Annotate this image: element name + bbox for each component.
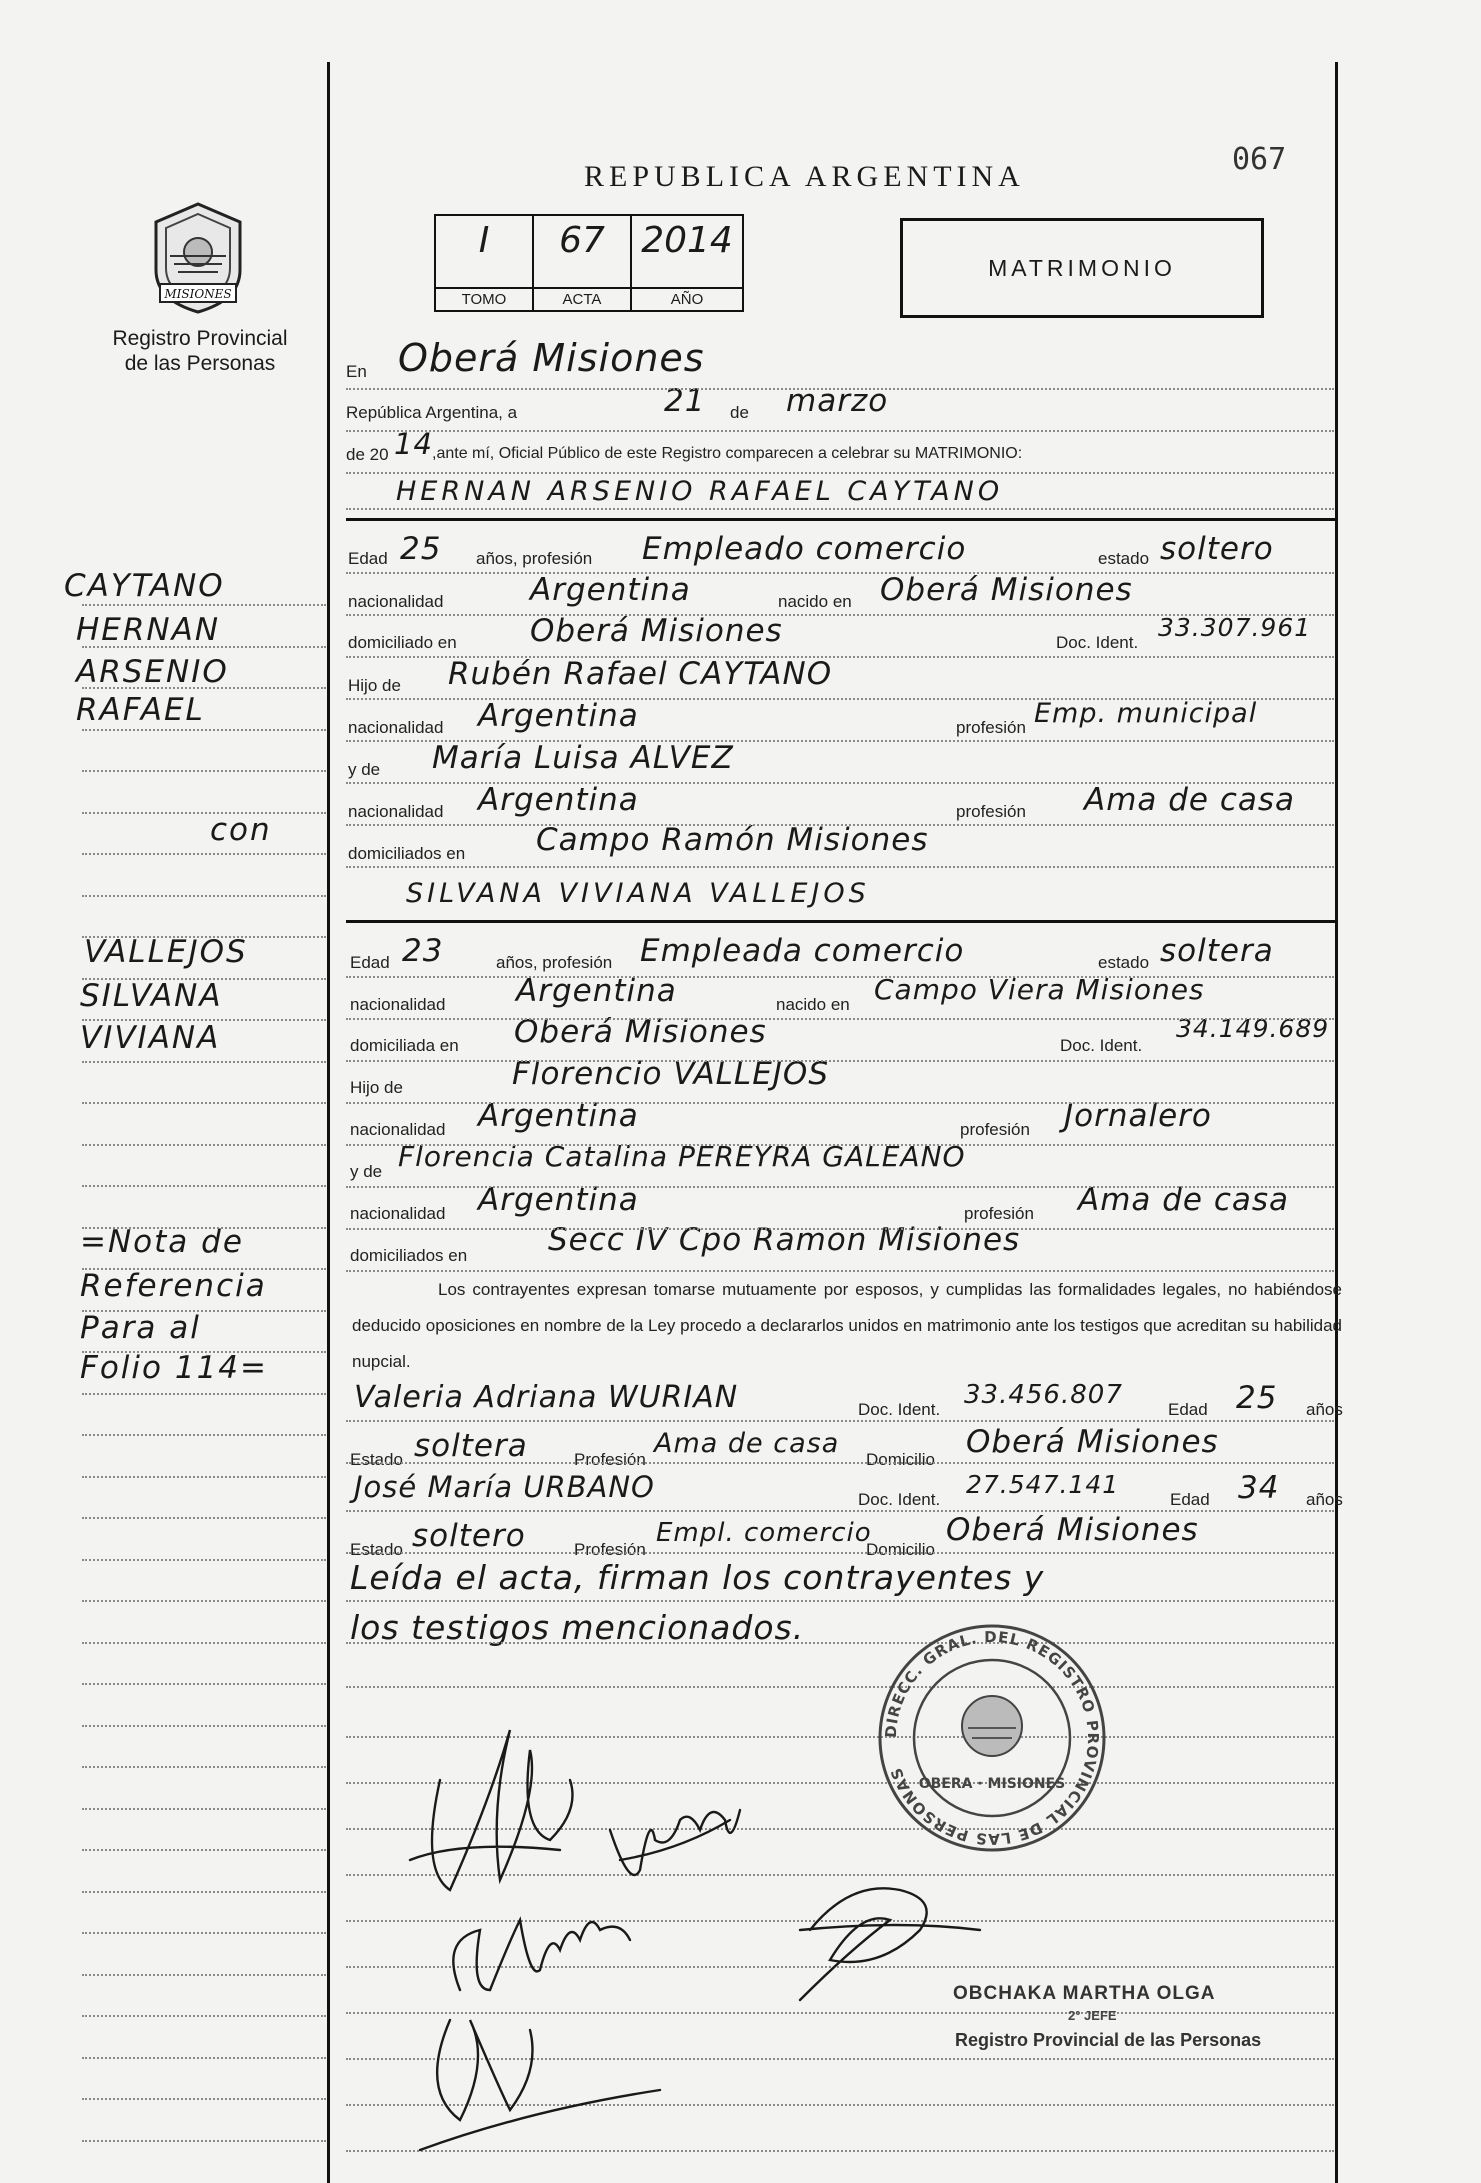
groom-nacido: Oberá Misiones: [880, 572, 1133, 608]
margin-rule-line: [82, 853, 326, 855]
margin-rule-line: [82, 1974, 326, 1976]
ano-label: AÑO: [632, 287, 742, 308]
main-rule-line: [346, 1600, 1334, 1602]
bride-hijo-label: Hijo de: [350, 1078, 403, 1097]
witness2-estado: soltero: [412, 1518, 526, 1554]
bride-madre: Florencia Catalina PEREYRA GALEANO: [398, 1140, 966, 1173]
witness1-estado-label: Estado: [350, 1450, 403, 1469]
margin-rule-line: [82, 1102, 326, 1104]
margin-rule-line: [82, 687, 326, 689]
groom-hijo-label: Hijo de: [348, 676, 401, 695]
bride-nacionalidad-label: nacionalidad: [350, 995, 446, 1014]
groom-nacionalidad-label: nacionalidad: [348, 592, 444, 611]
officer-name: OBCHAKA MARTHA OLGA: [953, 1983, 1216, 2004]
registry-line2: de las Personas: [124, 352, 276, 375]
tomo-value: I: [478, 220, 490, 261]
main-rule-line: [346, 1228, 1334, 1230]
margin-rule-line: [82, 2140, 326, 2142]
witness2-doc-label: Doc. Ident.: [858, 1490, 941, 1509]
right-frame-line: [1335, 62, 1338, 2183]
bride-anos-profesion-label: años, profesión: [496, 953, 613, 972]
ano-cell: [632, 216, 742, 310]
bride-padre-nac-label: nacionalidad: [350, 1120, 446, 1139]
main-rule-line: [346, 388, 1334, 390]
witness1-doc: 33.456.807: [964, 1380, 1123, 1410]
page-title: REPUBLICA ARGENTINA: [584, 160, 1025, 193]
main-rule-line: [346, 572, 1334, 574]
margin-rule-line: [82, 1808, 326, 1810]
groom-padre-prof: Emp. municipal: [1034, 698, 1258, 729]
main-rule-line: [346, 1270, 1334, 1272]
bride-padres-dom: Secc IV Cpo Ramon Misiones: [548, 1222, 1021, 1258]
en-label: En: [346, 362, 367, 381]
margin-rule-line: [82, 1600, 326, 1602]
groom-doc: 33.307.961: [1158, 613, 1312, 642]
tomo-cell: [436, 216, 534, 310]
republica-label: República Argentina, a: [346, 403, 518, 422]
main-rule-line: [346, 1102, 1334, 1104]
officer-registry: Registro Provincial de las Personas: [955, 2030, 1262, 2050]
margin-groom-line-3: ARSENIO: [76, 654, 229, 690]
margin-rule-line: [82, 1725, 326, 1727]
margin-bride-line-1: VALLEJOS: [84, 934, 248, 970]
main-rule-line: [346, 508, 1334, 510]
witness1-doc-label: Doc. Ident.: [858, 1400, 941, 1419]
margin-rule-line: [82, 1351, 326, 1353]
main-rule-line: [346, 656, 1334, 658]
main-rule-line: [346, 1018, 1334, 1020]
left-frame-line: [327, 62, 330, 2183]
bride-nacionalidad: Argentina: [516, 973, 677, 1009]
main-rule-line: [346, 1686, 1334, 1688]
margin-rule-line: [82, 770, 326, 772]
groom-padres-dom-label: domiciliados en: [348, 844, 466, 863]
bride-padre: Florencio VALLEJOS: [512, 1056, 830, 1092]
main-rule-line: [346, 1144, 1334, 1146]
witness1-profesion-label: Profesión: [574, 1450, 646, 1469]
bride-yde-label: y de: [350, 1162, 383, 1181]
margin-rule-line: [82, 1310, 326, 1312]
bride-signature: [610, 1810, 740, 1875]
registry-line1: Registro Provincial: [112, 327, 288, 350]
margin-rule-line: [82, 1393, 326, 1395]
margin-rule-line: [82, 812, 326, 814]
groom-anos-profesion-label: años, profesión: [476, 549, 593, 568]
intro-place: Oberá Misiones: [398, 336, 705, 380]
record-number-box: [434, 214, 744, 312]
margin-rule-line: [82, 646, 326, 648]
main-rule-line: [346, 1642, 1334, 1644]
year-prefix: de 20: [346, 445, 389, 464]
margin-rule-line: [82, 1144, 326, 1146]
bride-nacido-label: nacido en: [776, 995, 850, 1014]
groom-full-name: HERNAN ARSENIO RAFAEL CAYTANO: [396, 476, 1004, 507]
margin-rule-line: [82, 2057, 326, 2059]
witness1-edad: 25: [1236, 1380, 1278, 1416]
witness2-domicilio-label: Domicilio: [866, 1540, 935, 1559]
main-rule-line: [346, 1510, 1334, 1512]
bride-padres-dom-label: domiciliados en: [350, 1246, 468, 1265]
witness1-domicilio-label: Domicilio: [866, 1450, 935, 1469]
margin-con: con: [210, 812, 272, 848]
groom-edad-label: Edad: [348, 549, 388, 568]
margin-rule-line: [82, 1227, 326, 1229]
main-rule-line: [346, 1420, 1334, 1422]
margin-rule-line: [82, 2098, 326, 2100]
margin-rule-line: [82, 1476, 326, 1478]
tomo-label: TOMO: [436, 287, 532, 308]
main-rule-line: [346, 698, 1334, 700]
groom-separator: [346, 518, 1336, 521]
groom-yde-label: y de: [348, 760, 381, 779]
groom-profesion: Empleado comercio: [642, 531, 967, 567]
bride-edad-label: Edad: [350, 953, 390, 972]
official-stamp: [872, 1618, 1112, 1858]
margin-groom-line-1: CAYTANO: [64, 568, 225, 604]
logo-text: MISIONES: [164, 287, 232, 301]
witness2-anos-label: años: [1306, 1490, 1343, 1509]
witness2-signature: [420, 2020, 660, 2150]
de-label: de: [730, 403, 749, 422]
margin-rule-line: [82, 1061, 326, 1063]
margin-rule-line: [82, 729, 326, 731]
bride-full-name: SILVANA VIVIANA VALLEJOS: [406, 878, 870, 909]
main-rule-line: [346, 740, 1334, 742]
intro-day: 21: [664, 383, 706, 419]
main-rule-line: [346, 1186, 1334, 1188]
margin-rule-line: [82, 1849, 326, 1851]
witness2-estado-label: Estado: [350, 1540, 403, 1559]
main-rule-line: [346, 824, 1334, 826]
margin-bride-line-2: SILVANA: [80, 978, 223, 1014]
province-seal-logo: [146, 200, 250, 316]
groom-doc-label: Doc. Ident.: [1056, 633, 1139, 652]
groom-edad: 25: [400, 531, 442, 567]
margin-groom-line-2: HERNAN: [76, 612, 221, 648]
main-rule-line: [346, 1552, 1334, 1554]
declaration-text: Los contrayentes expresan tomarse mutuamente por esposos, y cumplidas las formalidades legales, no habiéndose deducido oposiciones en nombre de la Ley procedo a declararlos unidos en matrimonio ante los testigos que acreditan su habilidad nupcial.: [352, 1280, 1342, 1371]
main-rule-line: [346, 976, 1334, 978]
document-type-box: [900, 218, 1264, 318]
groom-madre-prof: Ama de casa: [1084, 782, 1296, 818]
witness1-estado: soltera: [414, 1428, 528, 1464]
ano-value: 2014: [641, 220, 733, 261]
margin-note-line-4: Folio 114=: [80, 1350, 268, 1386]
main-rule-line: [346, 430, 1334, 432]
bride-padre-prof: Jornalero: [1064, 1098, 1212, 1134]
groom-madre-nac: Argentina: [478, 782, 639, 818]
bride-doc: 34.149.689: [1176, 1014, 1330, 1043]
witness2-name: José María URBANO: [354, 1470, 655, 1504]
groom-padre-prof-label: profesión: [956, 718, 1026, 737]
margin-groom-line-4: RAFAEL: [76, 692, 205, 728]
bride-estado-label: estado: [1098, 953, 1150, 972]
bride-separator: [346, 920, 1336, 923]
acta-value: 67: [559, 220, 605, 261]
bride-madre-prof: Ama de casa: [1078, 1182, 1290, 1218]
margin-rule-line: [82, 1932, 326, 1934]
witness1-anos-label: años: [1306, 1400, 1343, 1419]
witness2-domicilio: Oberá Misiones: [946, 1512, 1199, 1548]
witness2-edad-label: Edad: [1170, 1490, 1210, 1509]
witness1-domicilio: Oberá Misiones: [966, 1424, 1219, 1460]
groom-madre: María Luisa ALVEZ: [432, 740, 734, 776]
witness1-edad-label: Edad: [1168, 1400, 1208, 1419]
year-suffix: 14: [394, 427, 433, 461]
bride-domicilio: Oberá Misiones: [514, 1014, 767, 1050]
page-number: 067: [1232, 142, 1287, 177]
margin-rule-line: [82, 1891, 326, 1893]
groom-nacionalidad: Argentina: [530, 572, 691, 608]
witness1-name: Valeria Adriana WURIAN: [354, 1380, 739, 1415]
main-rule-line: [346, 1462, 1334, 1464]
bride-padre-prof-label: profesión: [960, 1120, 1030, 1139]
bride-profesion: Empleada comercio: [640, 933, 965, 969]
bride-madre-nac-label: nacionalidad: [350, 1204, 446, 1223]
bride-nacido: Campo Viera Misiones: [874, 973, 1205, 1006]
stamp-inner-text: OBERA · MISIONES: [918, 1776, 1066, 1792]
closing-line-2: los testigos mencionados.: [350, 1608, 805, 1647]
margin-rule-line: [82, 1559, 326, 1561]
witness2-profesion: Empl. comercio: [656, 1518, 872, 1548]
groom-padre: Rubén Rafael CAYTANO: [448, 656, 833, 692]
intro-month: marzo: [786, 383, 889, 419]
margin-rule-line: [82, 1642, 326, 1644]
acta-cell: [534, 216, 632, 310]
margin-rule-line: [82, 1683, 326, 1685]
groom-nacido-label: nacido en: [778, 592, 852, 611]
groom-domiciliado-label: domiciliado en: [348, 633, 457, 652]
groom-domicilio: Oberá Misiones: [530, 613, 783, 649]
margin-rule-line: [82, 1019, 326, 1021]
bride-domiciliado-label: domiciliada en: [350, 1036, 459, 1055]
groom-estado-label: estado: [1098, 549, 1150, 568]
closing-line-1: Leída el acta, firman los contrayentes y: [350, 1558, 1045, 1597]
officer-role: 2° JEFE: [1068, 2008, 1117, 2023]
bride-doc-label: Doc. Ident.: [1060, 1036, 1143, 1055]
groom-madre-nac-label: nacionalidad: [348, 802, 444, 821]
bride-edad: 23: [402, 933, 444, 969]
groom-padre-nac-label: nacionalidad: [348, 718, 444, 737]
witness1-profesion: Ama de casa: [654, 1428, 840, 1459]
margin-note-line-2: Referencia: [80, 1268, 267, 1304]
stamp-ring-text: DIRECC. GRAL. DEL REGISTRO PROVINCIAL DE LAS PERSONAS: [881, 1627, 1103, 1849]
witness2-edad: 34: [1238, 1470, 1280, 1506]
groom-padre-nac: Argentina: [478, 698, 639, 734]
margin-rule-line: [82, 2015, 326, 2017]
intro-statement: ,ante mí, Oficial Público de este Registro comparecen a celebrar su MATRIMONIO:: [432, 445, 1023, 462]
groom-madre-prof-label: profesión: [956, 802, 1026, 821]
margin-note-line-3: Para al: [80, 1310, 201, 1346]
bride-padre-nac: Argentina: [478, 1098, 639, 1134]
main-rule-line: [346, 472, 1334, 474]
margin-rule-line: [82, 604, 326, 606]
margin-bride-line-3: VIVIANA: [80, 1020, 221, 1056]
main-rule-line: [346, 866, 1334, 868]
document-type: MATRIMONIO: [988, 254, 1176, 281]
margin-rule-line: [82, 1434, 326, 1436]
bride-madre-prof-label: profesión: [964, 1204, 1034, 1223]
bride-estado: soltera: [1160, 933, 1274, 969]
main-rule-line: [346, 614, 1334, 616]
groom-estado: soltero: [1160, 531, 1274, 567]
registry-name: [90, 326, 310, 376]
main-rule-line: [346, 1060, 1334, 1062]
main-rule-line: [346, 782, 1334, 784]
margin-rule-line: [82, 1185, 326, 1187]
margin-rule-line: [82, 1517, 326, 1519]
bride-madre-nac: Argentina: [478, 1182, 639, 1218]
witness2-profesion-label: Profesión: [574, 1540, 646, 1559]
groom-signature: [410, 1730, 573, 1890]
margin-rule-line: [82, 1766, 326, 1768]
margin-rule-line: [82, 978, 326, 980]
margin-rule-line: [82, 895, 326, 897]
acta-label: ACTA: [534, 287, 630, 308]
groom-padres-dom: Campo Ramón Misiones: [536, 822, 929, 858]
witness2-doc: 27.547.141: [966, 1470, 1120, 1499]
margin-note-line-1: =Nota de: [80, 1224, 244, 1260]
witness1-signature: [453, 1920, 630, 1990]
margin-rule-line: [82, 936, 326, 938]
margin-rule-line: [82, 1268, 326, 1270]
